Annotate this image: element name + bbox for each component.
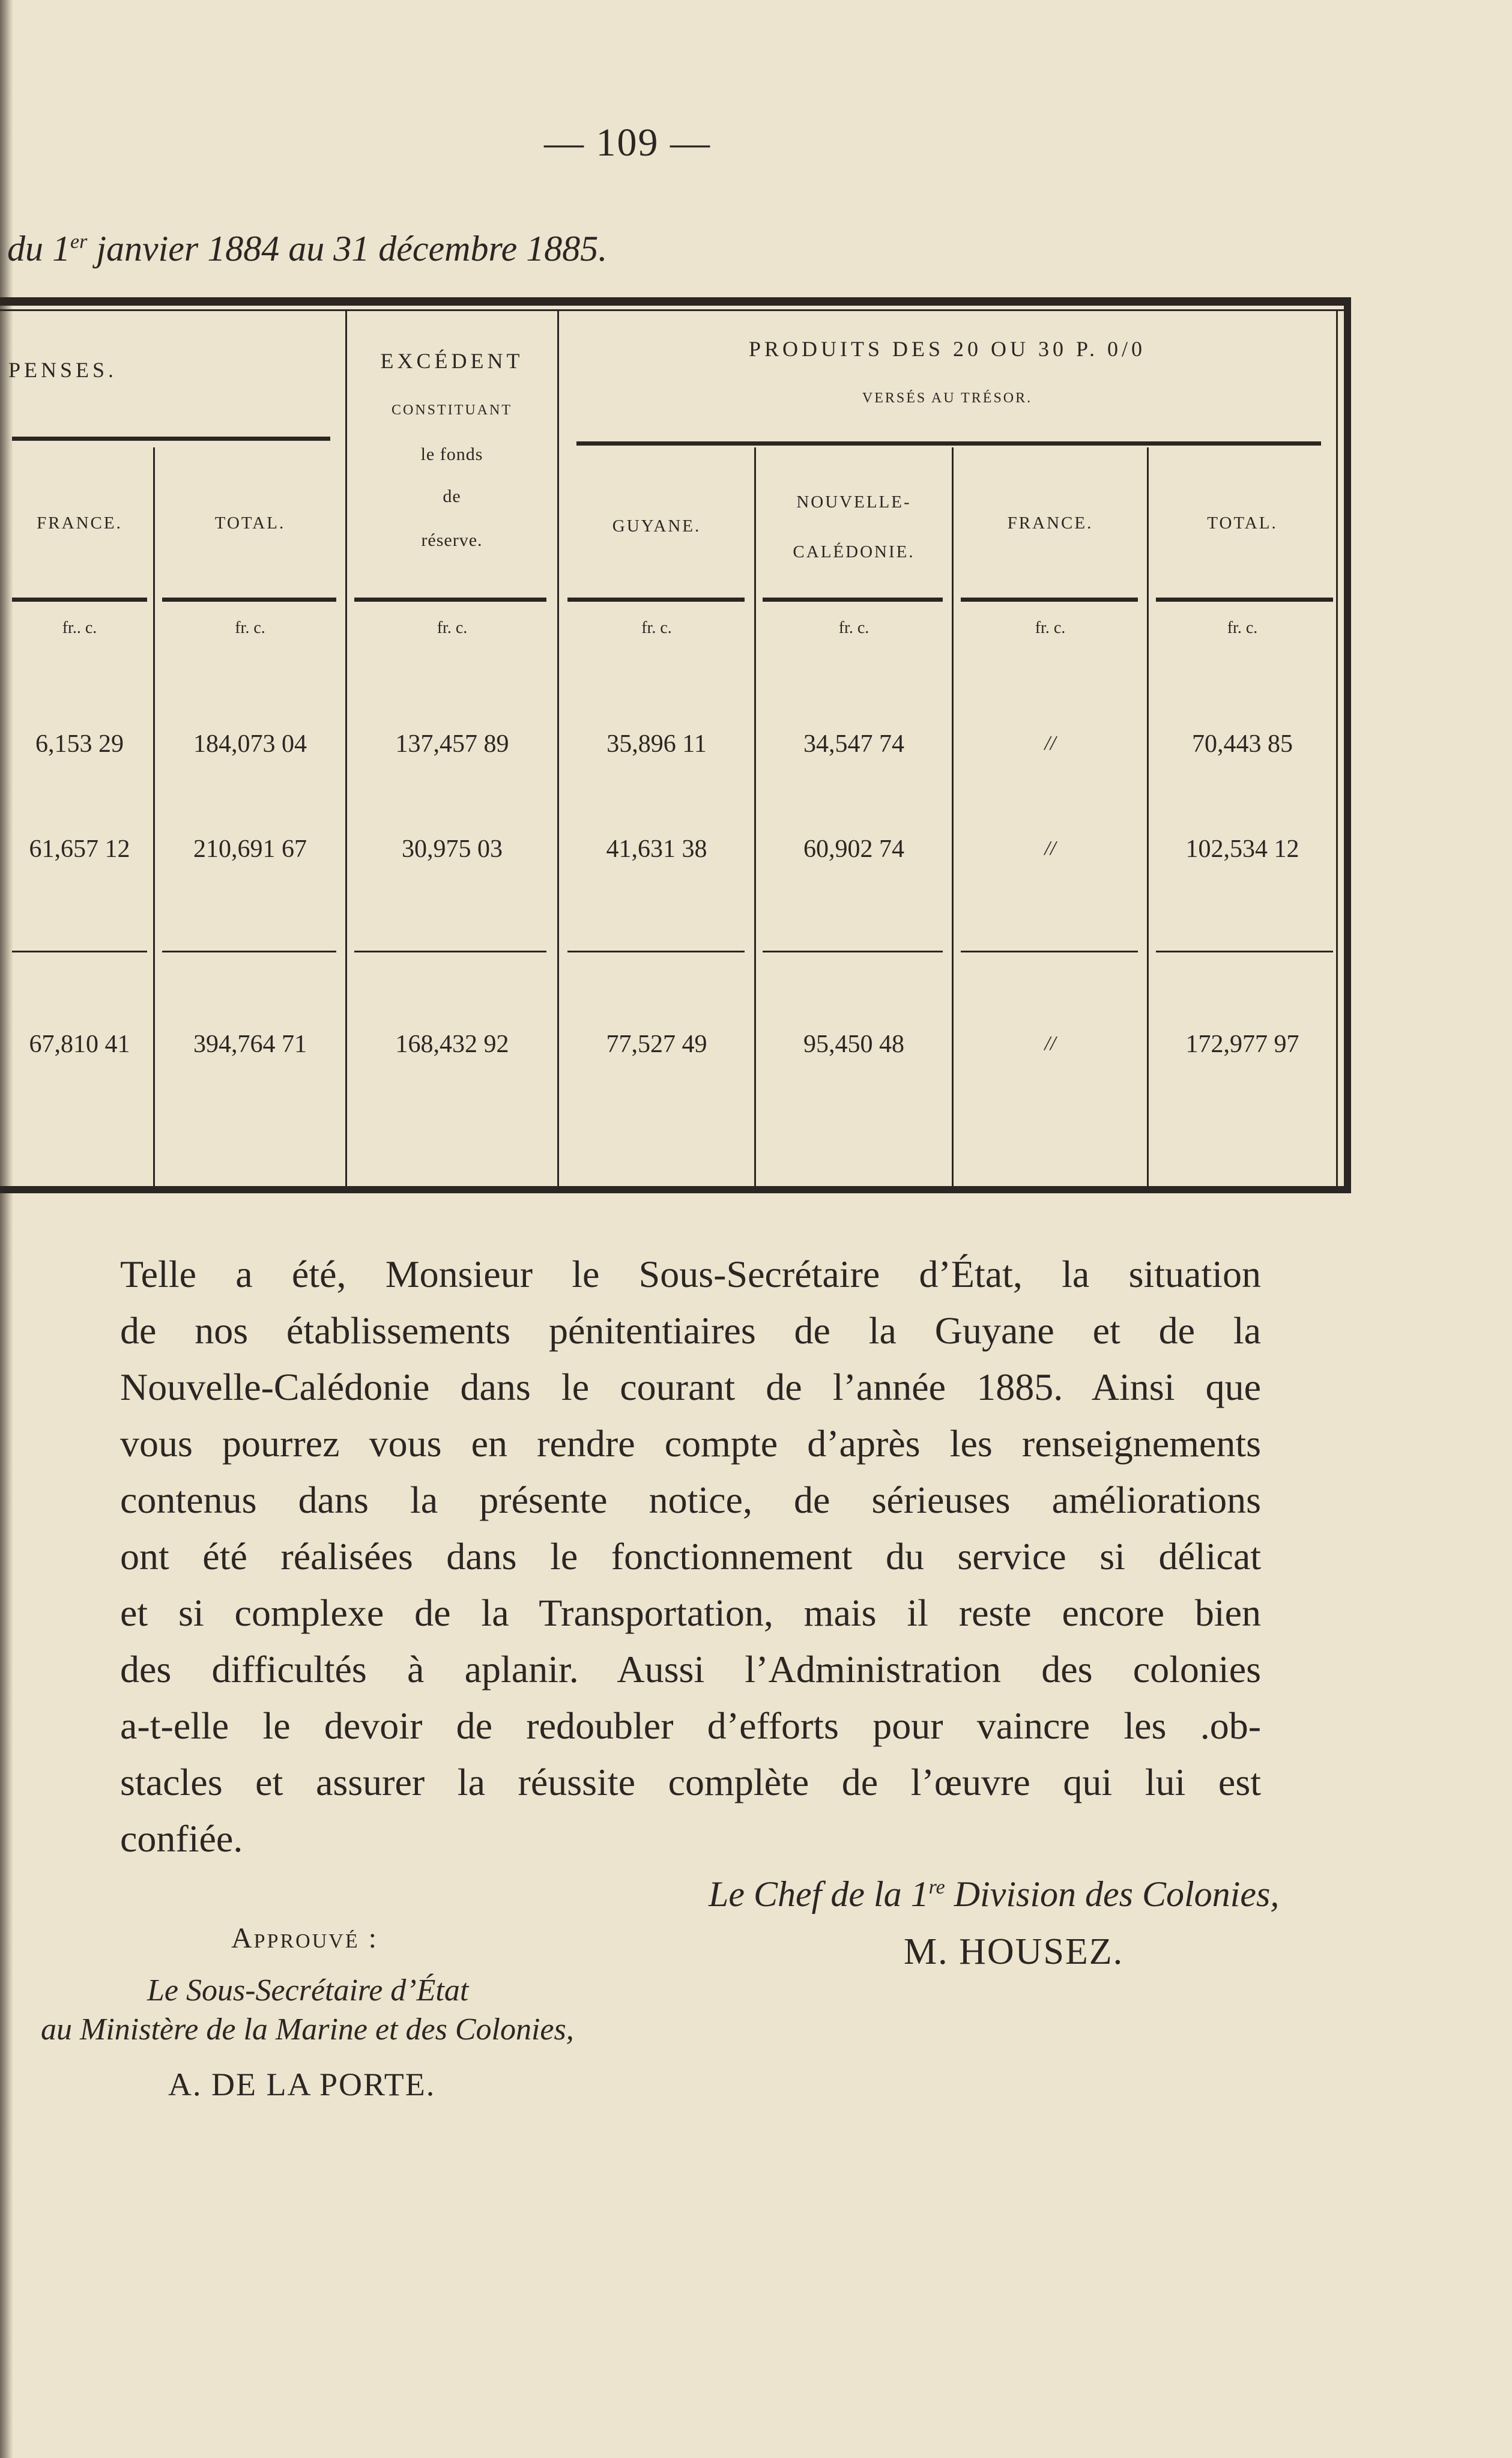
table-cell-total: 172,977 97	[1185, 1031, 1299, 1058]
table-cell: 60,902 74	[803, 835, 904, 863]
unit-label: fr. c.	[1227, 619, 1258, 637]
table-cell-dash: //	[1044, 1032, 1056, 1055]
header-produits-sub: VERSÉS AU TRÉSOR.	[862, 390, 1033, 406]
unit-label: fr. c.	[235, 619, 265, 637]
approval-name: A. DE LA PORTE.	[168, 2066, 436, 2102]
table-cell: 210,691 67	[193, 835, 307, 863]
unit-rule-3	[354, 598, 546, 602]
table-cell-total: 95,450 48	[803, 1031, 904, 1058]
closing-paragraph	[120, 1246, 1261, 1867]
table-cell: 35,896 11	[606, 730, 707, 758]
table-cell: 41,631 38	[606, 835, 707, 863]
unit-rule-5	[763, 598, 943, 602]
paragraph-line: Nouvelle-Calédonie dans le courant de l’année 1885. Ainsi que	[120, 1366, 1261, 1408]
unit-rule-2	[162, 598, 336, 602]
table-top-rule	[0, 297, 1351, 306]
table-bottom-rule	[0, 1186, 1351, 1193]
signature-role-sup: re	[928, 1876, 945, 1898]
unit-label: fr. c.	[437, 619, 468, 637]
total-rule-1	[12, 951, 147, 952]
table-cell-dash: //	[1044, 837, 1056, 859]
unit-label: fr.. c.	[62, 619, 97, 637]
total-rule-7	[1156, 951, 1333, 952]
table-cell-total: 77,527 49	[606, 1031, 707, 1058]
table-cell-total: 394,764 71	[193, 1031, 307, 1058]
total-rule-2	[162, 951, 336, 952]
signature-role-suffix: Division des Colonies,	[945, 1874, 1280, 1914]
table-right-rule-thin	[1336, 309, 1338, 1186]
header-nouvelle-line2: CALÉDONIE.	[793, 542, 915, 562]
header-excedent-sub1: CONSTITUANT	[392, 402, 512, 418]
paragraph-line: confiée.	[120, 1817, 243, 1860]
header-excedent-sub2: le fonds	[420, 444, 483, 464]
total-rule-3	[354, 951, 546, 952]
paragraph-line: vous pourrez vous en rendre compte d’après les renseignements	[120, 1422, 1261, 1465]
header-total: TOTAL.	[214, 513, 286, 533]
table-right-rule	[1344, 297, 1351, 1193]
period-sup: er	[70, 231, 88, 253]
paragraph-line: Telle a été, Monsieur le Sous-Secrétaire d’État, la situation	[120, 1253, 1261, 1295]
header-total-2: TOTAL.	[1207, 513, 1278, 533]
table-period-caption	[7, 228, 607, 270]
unit-rule-1	[12, 598, 147, 602]
paragraph-line: a-t-elle le devoir de redoubler d’efforts pour vaincre les .ob-	[120, 1704, 1261, 1747]
unit-label: fr. c.	[641, 619, 672, 637]
header-guyane: GUYANE.	[612, 516, 701, 536]
table-cell: 6,153 29	[35, 730, 124, 758]
table-cell: 137,457 89	[395, 730, 509, 758]
unit-rule-6	[961, 598, 1138, 602]
approval-ministry: au Ministère de la Marine et des Colonies,	[41, 2012, 574, 2047]
period-prefix: du 1	[7, 229, 70, 268]
signature-role-prefix: Le Chef de la 1	[709, 1874, 929, 1914]
signature-name: M. HOUSEZ.	[904, 1931, 1124, 1972]
header-rule-produits	[576, 441, 1321, 446]
unit-label: fr. c.	[838, 619, 869, 637]
table-cell: 102,534 12	[1185, 835, 1299, 863]
signature-role	[709, 1874, 1279, 1915]
col-divider-5	[952, 447, 954, 1186]
paragraph-line: stacles et assurer la réussite complète de l’œuvre qui lui est	[120, 1761, 1261, 1803]
table-top-rule-thin	[0, 309, 1345, 311]
table-cell-total: 67,810 41	[29, 1031, 130, 1058]
header-depenses: PENSES.	[8, 358, 118, 382]
header-excedent-sub4: réserve.	[421, 530, 483, 550]
total-rule-4	[567, 951, 745, 952]
paragraph-line: des difficultés à aplanir. Aussi l’Administration des colonies	[120, 1648, 1261, 1691]
page-number: — 109 —	[544, 121, 711, 165]
header-france: FRANCE.	[37, 513, 122, 533]
table-cell-total: 168,432 92	[395, 1031, 509, 1058]
total-rule-5	[763, 951, 943, 952]
total-rule-6	[961, 951, 1138, 952]
paragraph-line: de nos établissements pénitentiaires de la Guyane et de la	[120, 1309, 1261, 1352]
table-cell: 34,547 74	[803, 730, 904, 758]
col-divider-6	[1147, 447, 1149, 1186]
header-rule-depenses	[12, 437, 330, 441]
financial-table	[0, 297, 1351, 1204]
approval-label: Approuvé :	[231, 1922, 378, 1954]
period-suffix: janvier 1884 au 31 décembre 1885.	[87, 229, 608, 268]
table-cell: 70,443 85	[1192, 730, 1293, 758]
header-produits: PRODUITS DES 20 OU 30 P. 0/0	[748, 337, 1146, 361]
table-cell-dash: //	[1044, 732, 1056, 754]
header-excedent-sub3: de	[443, 486, 461, 506]
paragraph-line: contenus dans la présente notice, de sérieuses améliorations	[120, 1479, 1261, 1521]
approval-title: Le Sous-Secrétaire d’État	[147, 1973, 469, 2008]
table-cell: 30,975 03	[402, 835, 503, 863]
unit-rule-7	[1156, 598, 1333, 602]
unit-rule-4	[567, 598, 745, 602]
paragraph-line: ont été réalisées dans le fonctionnement du service si délicat	[120, 1535, 1261, 1578]
table-cell: 61,657 12	[29, 835, 130, 863]
header-france-2: FRANCE.	[1007, 513, 1093, 533]
paragraph-line: et si complexe de la Transportation, mais il reste encore bien	[120, 1591, 1261, 1634]
header-nouvelle-line1: NOUVELLE-	[796, 492, 912, 512]
table-cell: 184,073 04	[193, 730, 307, 758]
header-excedent: EXCÉDENT	[380, 349, 524, 373]
col-divider-1	[153, 447, 155, 1186]
unit-label: fr. c.	[1035, 619, 1066, 637]
